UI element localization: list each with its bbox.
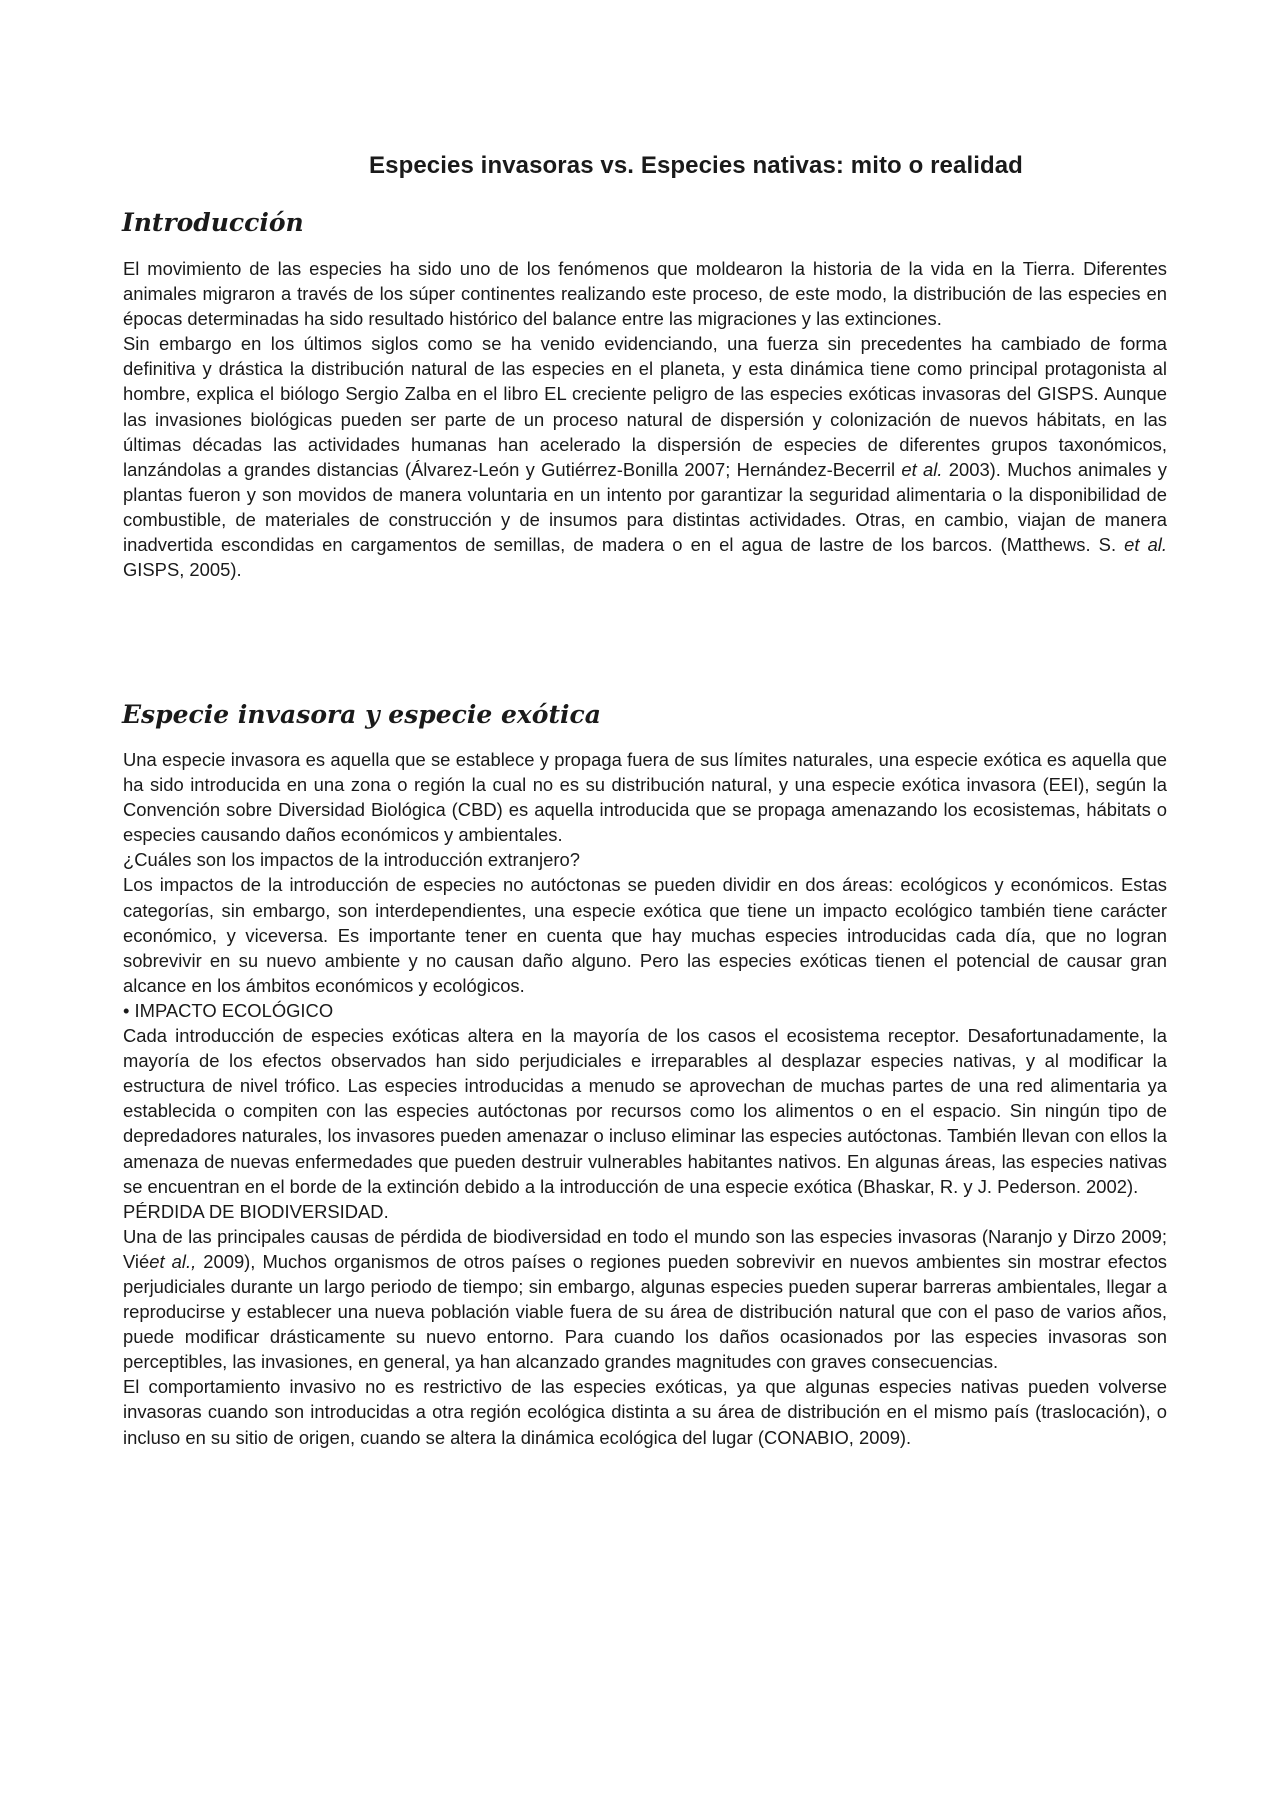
introduccion-body <box>123 256 1167 582</box>
especie-invasora-body <box>123 747 1167 1450</box>
intro-paragraph-1: El movimiento de las especies ha sido uno de los fenómenos que moldearon la historia de la vida en la Tierra. Diferentes animales migraron a través de los súper continentes realizando este proceso, de este modo, la distribución de las especies en épocas determinadas ha sido resultado histórico del balance entre las migraciones y las extinciones. <box>123 258 1167 330</box>
especie-p4-text-a: Una de las principales causas de pérdida de biodiversidad en todo el mundo son las especies invasoras (Naranjo y Dirzo 2009; Vié <box>123 1225 1167 1272</box>
especie-paragraph-5: El comportamiento invasivo no es restrictivo de las especies exóticas, ya que algunas especies nativas pueden volverse invasoras cuando son introducidas a otra región ecológica distinta a su área de distribución en el mismo país (traslocación), o incluso en su sitio de origen, cuando se altera la dinámica ecológica del lugar (CONABIO, 2009). <box>123 1376 1167 1448</box>
especie-p4-text-b: 2009), Muchos organismos de otros países o regiones pueden sobrevivir en nuevos ambientes sin mostrar efectos perjudiciales durante un largo periodo de tiempo; sin embargo, algunas especies pueden superar barreras ambientales, llegar a reproducirse y establecer una nueva población viable fuera de su área de distribución natural que con el paso de varios años, puede modificar drásticamente su nuevo entorno. Para cuando los daños ocasionados por las especies invasoras son perceptibles, las invasiones, en general, ya han alcanzado grandes magnitudes con graves consecuencias. <box>123 1250 1168 1373</box>
especie-paragraph-1: Una especie invasora es aquella que se establece y propaga fuera de sus límites naturales, una especie exótica es aquella que ha sido introducida en una zona o región la cual no es su distribución natural, y una especie exótica invasora (EEI), según la Convención sobre Diversidad Biológica (CBD) es aquella introducida que se propaga amenazando los ecosistemas, hábitats o especies causando daños económicos y ambientales. <box>123 749 1167 846</box>
intro-p2-etal-2: et al. <box>1124 534 1168 556</box>
especie-paragraph-3: Cada introducción de especies exóticas altera en la mayoría de los casos el ecosistema receptor. Desafortunadamente, la mayoría de los efectos observados han sido perjudiciales e irreparables al desplazar especies nativas, y al modificar la estructura de nivel trófico. Las especies introducidas a menudo se aprovechan de muchas partes de una red alimentaria ya establecida o compiten con las especies autóctonas por recursos como los alimentos o en el espacio. Sin ningún tipo de depredadores naturales, los invasores pueden amenazar o incluso eliminar las especies autóctonas. También llevan con ellos la amenaza de nuevas enfermedades que pueden destruir vulnerables habitantes nativos. En algunas áreas, las especies nativas se encuentran en el borde de la extinción debido a la introducción de una especie exótica (Bhaskar, R. y J. Pederson. 2002). <box>123 1025 1167 1197</box>
especie-paragraph-2: Los impactos de la introducción de especies no autóctonas se pueden dividir en dos áreas: ecológicos y económicos. Estas categorías, sin embargo, son interdependientes, una especie exótica que tiene un impacto ecológico también tiene carácter económico, y viceversa. Es importante tener en cuenta que hay muchas especies introducidas cada día, que no logran sobrevivir en su nuevo ambiente y no causan daño alguno. Pero las especies exóticas tienen el potencial de causar gran alcance en los ámbitos económicos y ecológicos. <box>123 874 1167 996</box>
intro-p2-text-c: GISPS, 2005). <box>123 559 242 581</box>
impacto-ecologico-label: • IMPACTO ECOLÓGICO <box>123 999 334 1021</box>
especie-paragraph-4 <box>123 1224 1167 1375</box>
perdida-biodiversidad-label: PÉRDIDA DE BIODIVERSIDAD. <box>123 1200 389 1222</box>
intro-p2-text-b: 2003). Muchos animales y plantas fueron y son movidos de manera voluntaria en un intento por garantizar la seguridad alimentaria o la disponibilidad de combustible, de materiales de construcción y de insumos para distintas actividades. Otras, en cambio, viajan de manera inadvertida escondidas en cargamentos de semillas, de madera o en el agua de lastre de los barcos. (Matthews. S. <box>123 458 1167 556</box>
intro-p2-text-a: Sin embargo en los últimos siglos como se ha venido evidenciando, una fuerza sin precedentes ha cambiado de forma definitiva y drástica la distribución natural de las especies en el planeta, y esta dinámica tiene como principal protagonista al hombre, explica el biólogo Sergio Zalba en el libro EL creciente peligro de las especies exóticas invasoras del GISPS. Aunque las invasiones biológicas pueden ser parte de un proceso natural de dispersión y colonización de nuevos hábitats, en las últimas décadas las actividades humanas han acelerado la dispersión de especies de diferentes grupos taxonómicos, lanzándolas a grandes distancias (Álvarez-León y Gutiérrez-Bonilla 2007; Hernández-Becerril <box>123 333 1167 480</box>
section-heading-especie-invasora: Especie invasora y especie exótica <box>122 700 601 729</box>
intro-paragraph-2 <box>123 331 1167 582</box>
section-heading-introduccion: Introducción <box>122 208 304 237</box>
especie-p4-etal: et al., <box>149 1250 197 1272</box>
document-title: Especies invasoras vs. Especies nativas: mito o realidad <box>369 152 1023 179</box>
intro-p2-etal: et al. <box>901 458 943 480</box>
especie-question: ¿Cuáles son los impactos de la introducción extranjero? <box>123 849 580 871</box>
